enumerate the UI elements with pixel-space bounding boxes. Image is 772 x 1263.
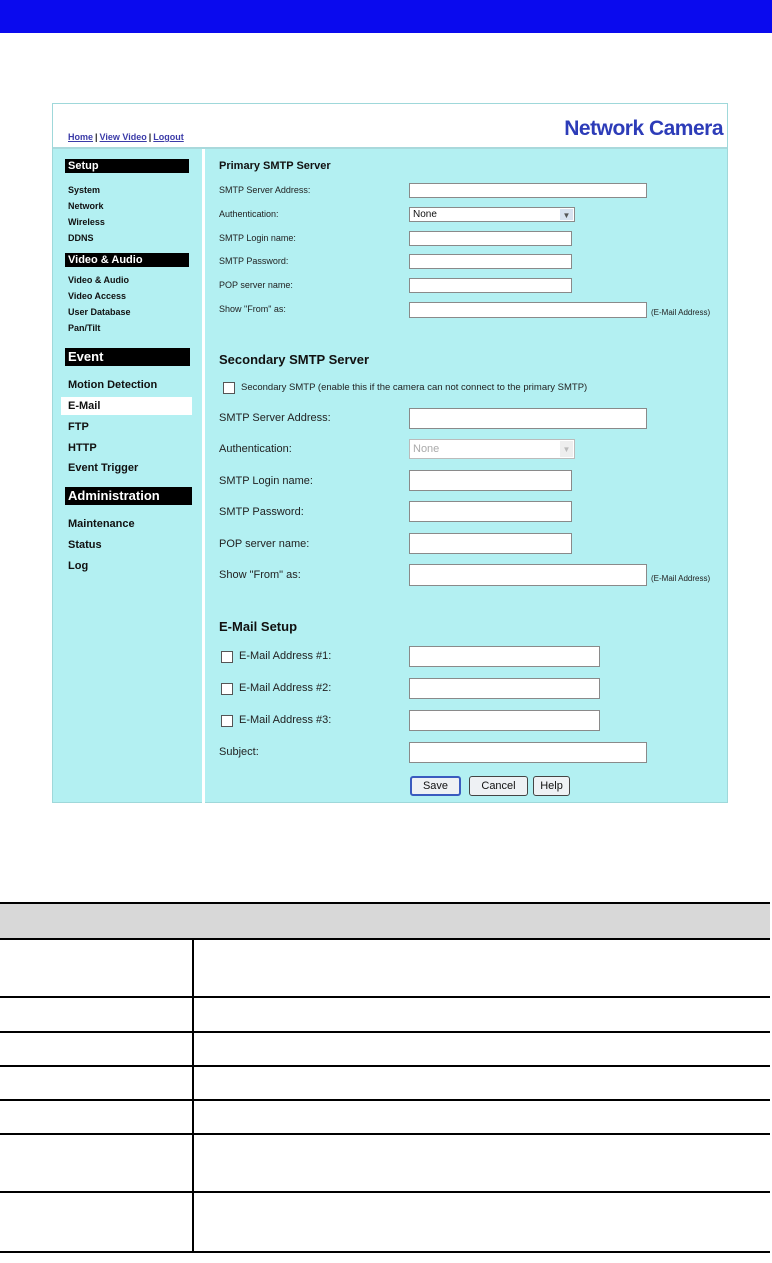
chevron-down-icon: ▼ xyxy=(560,209,573,220)
sidebar-item-event-trigger[interactable]: Event Trigger xyxy=(68,462,139,474)
reference-table xyxy=(0,902,770,1253)
email-setup-heading: E-Mail Setup xyxy=(219,619,298,634)
save-button[interactable]: Save xyxy=(410,776,461,796)
secondary-auth-value: None xyxy=(413,443,440,455)
subject-input[interactable] xyxy=(409,742,647,763)
sidebar-item-maintenance[interactable]: Maintenance xyxy=(68,518,135,530)
table-cell xyxy=(193,1192,770,1252)
secondary-auth-select[interactable] xyxy=(409,439,575,459)
brand-logo: Network Camera xyxy=(564,117,723,140)
email-address-3-checkbox[interactable] xyxy=(221,715,233,727)
table-row xyxy=(0,1032,770,1066)
table-cell xyxy=(0,997,193,1032)
sidebar-item-wireless[interactable]: Wireless xyxy=(68,217,105,227)
secondary-enable-checkbox[interactable] xyxy=(223,382,235,394)
sidebar-item-pan-tilt[interactable]: Pan/Tilt xyxy=(68,323,101,333)
email-address-1-checkbox[interactable] xyxy=(221,651,233,663)
table-header-row xyxy=(0,903,770,939)
sidebar-section-video-audio: Video & Audio xyxy=(65,253,189,267)
secondary-from-note: (E-Mail Address) xyxy=(651,574,711,583)
sidebar-item-ftp[interactable]: FTP xyxy=(68,421,89,433)
home-link[interactable]: Home xyxy=(68,132,94,142)
table-cell xyxy=(0,1134,193,1192)
top-color-bar xyxy=(0,0,772,33)
top-links xyxy=(68,132,184,142)
primary-from-input[interactable] xyxy=(409,302,647,318)
email-address-3-label: E-Mail Address #3: xyxy=(239,714,332,726)
table-row xyxy=(0,1134,770,1192)
primary-login-label: SMTP Login name: xyxy=(219,233,296,243)
primary-password-input[interactable] xyxy=(409,254,572,269)
secondary-server-input[interactable] xyxy=(409,408,647,429)
primary-auth-select[interactable] xyxy=(409,207,575,222)
email-address-3-input[interactable] xyxy=(409,710,600,731)
table-header-cell xyxy=(0,903,770,939)
sidebar xyxy=(53,149,205,804)
sidebar-item-http[interactable]: HTTP xyxy=(68,442,97,454)
email-address-2-input[interactable] xyxy=(409,678,600,699)
sidebar-item-video-access[interactable]: Video Access xyxy=(68,291,127,301)
table-row xyxy=(0,997,770,1032)
main-form xyxy=(205,149,729,804)
table-row xyxy=(0,1192,770,1252)
email-address-1-input[interactable] xyxy=(409,646,600,667)
email-address-2-checkbox[interactable] xyxy=(221,683,233,695)
primary-pop-input[interactable] xyxy=(409,278,572,293)
email-address-1-label: E-Mail Address #1: xyxy=(239,650,332,662)
secondary-from-input[interactable] xyxy=(409,564,647,586)
table-cell xyxy=(193,1032,770,1066)
primary-login-input[interactable] xyxy=(409,231,572,246)
table-cell xyxy=(193,1100,770,1134)
link-separator: | xyxy=(95,132,98,142)
sidebar-item-video-audio[interactable]: Video & Audio xyxy=(68,275,130,285)
secondary-password-label: SMTP Password: xyxy=(219,506,304,518)
primary-from-note: (E-Mail Address) xyxy=(651,308,711,317)
sidebar-section-administration: Administration xyxy=(65,487,192,505)
table-cell xyxy=(0,939,193,997)
table-cell xyxy=(193,939,770,997)
sidebar-item-log[interactable]: Log xyxy=(68,560,89,572)
table-row xyxy=(0,1066,770,1100)
primary-auth-label: Authentication: xyxy=(219,209,279,219)
subject-label: Subject: xyxy=(219,746,259,758)
table-row xyxy=(0,939,770,997)
secondary-login-label: SMTP Login name: xyxy=(219,475,313,487)
sidebar-item-network[interactable]: Network xyxy=(68,201,104,211)
table-cell xyxy=(0,1192,193,1252)
camera-admin-screenshot xyxy=(52,103,728,803)
table-cell xyxy=(0,1100,193,1134)
view-video-link[interactable]: View Video xyxy=(99,132,147,142)
chevron-down-icon: ▼ xyxy=(560,441,573,457)
secondary-pop-label: POP server name: xyxy=(219,538,310,550)
secondary-server-label: SMTP Server Address: xyxy=(219,412,331,424)
primary-server-input[interactable] xyxy=(409,183,647,198)
link-separator: | xyxy=(148,132,152,142)
page-header xyxy=(53,104,727,149)
secondary-pop-input[interactable] xyxy=(409,533,572,554)
sidebar-item-ddns[interactable]: DDNS xyxy=(68,233,94,243)
sidebar-item-motion-detection[interactable]: Motion Detection xyxy=(68,379,158,391)
sidebar-item-user-database[interactable]: User Database xyxy=(68,307,131,317)
table-cell xyxy=(193,997,770,1032)
secondary-from-label: Show "From" as: xyxy=(219,569,301,581)
secondary-password-input[interactable] xyxy=(409,501,572,522)
primary-auth-value: None xyxy=(413,209,437,220)
sidebar-section-event: Event xyxy=(65,348,190,366)
primary-pop-label: POP server name: xyxy=(219,280,293,290)
secondary-login-input[interactable] xyxy=(409,470,572,491)
secondary-smtp-heading: Secondary SMTP Server xyxy=(219,352,370,367)
table-cell xyxy=(0,1066,193,1100)
primary-server-label: SMTP Server Address: xyxy=(219,185,311,195)
sidebar-item-status[interactable]: Status xyxy=(68,539,102,551)
primary-from-label: Show "From" as: xyxy=(219,304,286,314)
sidebar-item-system[interactable]: System xyxy=(68,185,101,195)
table-cell xyxy=(0,1032,193,1066)
primary-password-label: SMTP Password: xyxy=(219,256,289,266)
secondary-enable-label: Secondary SMTP (enable this if the camera can not connect to the primary SMTP) xyxy=(241,382,588,393)
cancel-button[interactable]: Cancel xyxy=(469,776,528,796)
secondary-auth-label: Authentication: xyxy=(219,443,292,455)
table-row xyxy=(0,1100,770,1134)
help-button[interactable]: Help xyxy=(533,776,570,796)
sidebar-section-setup: Setup xyxy=(65,159,189,173)
table-cell xyxy=(193,1066,770,1100)
primary-smtp-heading: Primary SMTP Server xyxy=(219,160,331,172)
email-address-2-label: E-Mail Address #2: xyxy=(239,682,332,694)
table-cell xyxy=(193,1134,770,1192)
sidebar-item-email[interactable]: E-Mail xyxy=(68,400,101,412)
logout-link[interactable]: Logout xyxy=(153,132,184,142)
